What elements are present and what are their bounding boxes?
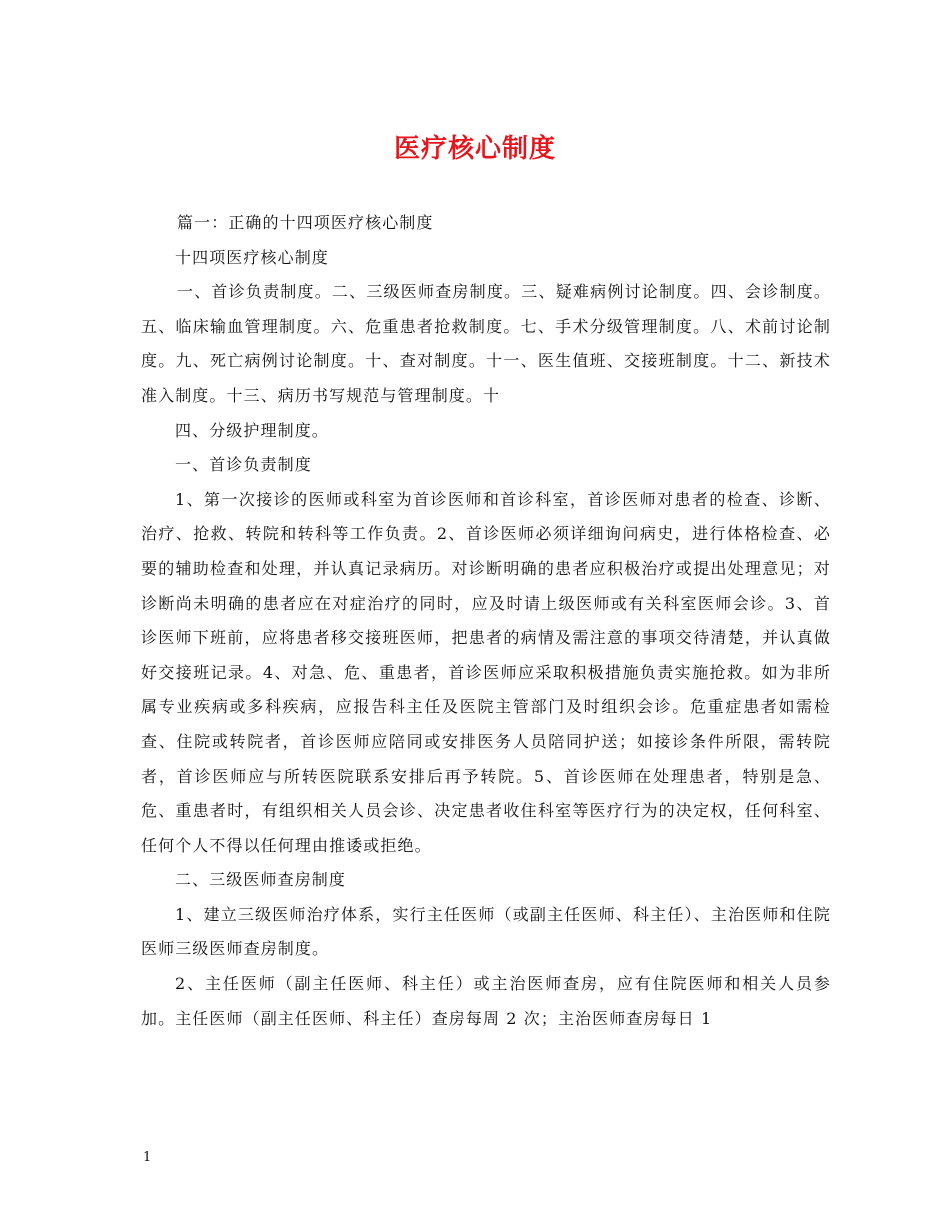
chapter-heading: 篇一：正确的十四项医疗核心制度 (177, 213, 434, 232)
section-heading-first-visit: 一、首诊负责制度 (175, 455, 312, 475)
paragraph-list-of-systems: 一、首诊负责制度。二、三级医师查房制度。三、疑难病例讨论制度。四、会诊制度。五、临床输血管理制度。六、危重患者抢救制度。七、手术分级管理制度。八、术前讨论制度。九、死亡病例讨论制度。十、查对制度。十一、医生值班、交接班制度。十二、新技术准入制度。十三、病历书写规范与管理制度。十 (141, 282, 831, 405)
section-heading-ward-rounds: 二、三级医师查房制度 (175, 870, 347, 890)
paragraph-ward-rounds-1: 1、建立三级医师治疗体系，实行主任医师（或副主任医师、科主任）、主治医师和住院医师三级医师查房制度。 (141, 904, 831, 959)
document-body (141, 206, 831, 1036)
page-number: 1 (143, 1150, 152, 1165)
paragraph-list-continuation: 四、分级护理制度。 (175, 420, 329, 440)
document-title: 医疗核心制度 (393, 134, 556, 164)
paragraph-first-visit-rules: 1、第一次接诊的医师或科室为首诊医师和首诊科室，首诊医师对患者的检查、诊断、治疗、抢救、转院和转科等工作负责。2、首诊医师必须详细询问病史，进行体格检查、必要的辅助检查和处理，并认真记录病历。对诊断明确的患者应积极治疗或提出处理意见；对诊断尚未明确的患者应在对症治疗的同时，应及时请上级医师或有关科室医师会诊。3、首诊医师下班前，应将患者移交接班医师，把患者的病情及需注意的事项交待清楚，并认真做好交接班记录。4、对急、危、重患者，首诊医师应采取积极措施负责实施抢救。如为非所属专业疾病或多科疾病，应报告科主任及医院主管部门及时组织会诊。危重症患者如需检查、住院或转院者，首诊医师应陪同或安排医务人员陪同护送；如接诊条件所限，需转院者，首诊医师应与所转医院联系安排后再予转院。5、首诊医师在处理患者，特别是急、危、重患者时，有组织相关人员会诊、决定患者收住科室等医疗行为的决定权，任何科室、任何个人不得以任何理由推诿或拒绝。 (141, 489, 831, 855)
section-heading: 十四项医疗核心制度 (175, 247, 329, 267)
paragraph-ward-rounds-2: 2、主任医师（副主任医师、科主任）或主治医师查房，应有住院医师和相关人员参加。主任医师（副主任医师、科主任）查房每周 2 次；主治医师查房每日 1 (141, 974, 831, 1028)
